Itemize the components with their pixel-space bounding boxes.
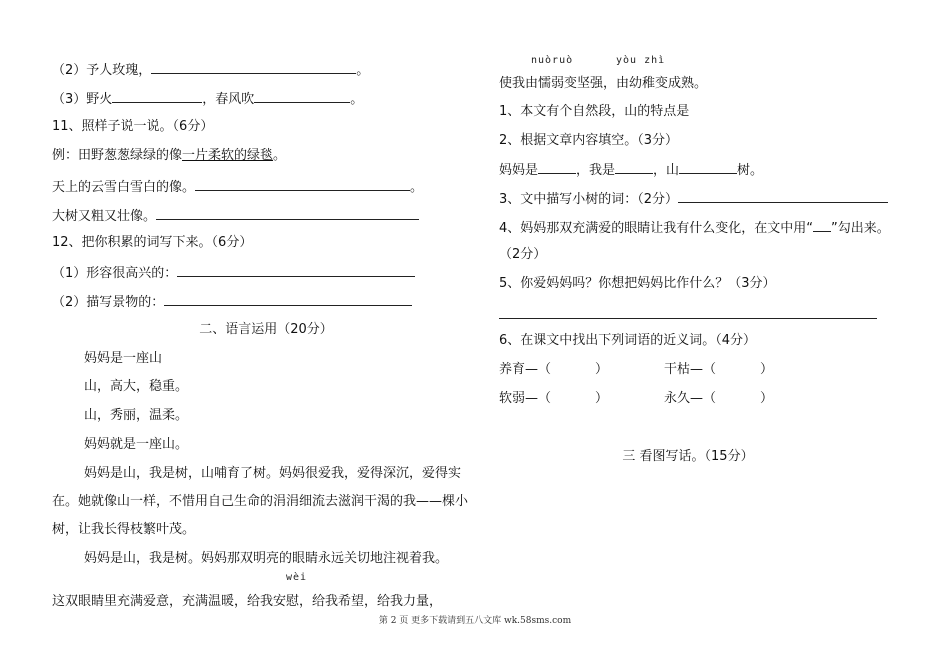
question-10-line-3: （3）野火 ，春风吹 。 <box>52 89 363 109</box>
poem-line-2: 山，高大，稳重。 <box>84 379 189 394</box>
section-2-title: 二、语言运用（20分） <box>199 322 333 337</box>
answer-blank[interactable] <box>151 60 356 74</box>
page-footer: 第 2 页 更多下载请到五八文库 wk.58sms.com <box>378 616 572 626</box>
passage-continuation: 使我由懦弱变坚强，由幼稚变成熟。 <box>499 76 708 91</box>
poem-line-3: 山，秀丽，温柔。 <box>84 408 189 423</box>
answer-blank[interactable] <box>538 160 576 174</box>
question-11-item-2: 大树又粗又壮像。 <box>52 206 419 226</box>
question-5: 5、你爱妈妈吗？你想把妈妈比作什么？（3分） <box>499 276 776 291</box>
pinyin-annotation: nuòruò <box>531 55 574 66</box>
answer-blank[interactable] <box>679 160 737 174</box>
answer-blank[interactable] <box>156 206 419 220</box>
question-4: 4、妈妈那双充满爱的眼睛让我有什么变化，在文中用“ ”勾出来。 <box>499 218 890 238</box>
answer-line[interactable] <box>499 318 877 319</box>
answer-blank[interactable] <box>615 160 653 174</box>
poem-line-1: 妈妈是一座山 <box>84 351 163 366</box>
synonym-item: 永久—（ ） <box>664 391 774 406</box>
question-4-score: （2分） <box>499 247 547 262</box>
synonym-item: 养育—（ ） <box>499 362 609 377</box>
question-6: 6、在课文中找出下列词语的近义词。（4分） <box>499 333 757 348</box>
question-3: 3、文中描写小树的词：（2分） <box>499 189 888 209</box>
answer-blank[interactable] <box>164 292 412 306</box>
passage-paragraph-1: 在。她就像山一样，不惜用自己生命的涓涓细流去滋润干渴的我——棵小 <box>52 494 469 509</box>
answer-blank[interactable] <box>177 263 415 277</box>
question-11-example: 例：田野葱葱绿绿的像一片柔软的绿毯。 <box>52 148 287 163</box>
poem-line-4: 妈妈就是一座山。 <box>84 437 189 452</box>
question-12-item-1: （1）形容很高兴的： <box>52 263 415 283</box>
question-12-item-2: （2）描写景物的： <box>52 292 412 312</box>
answer-blank[interactable] <box>112 89 202 103</box>
question-2-fill: 妈妈是 ，我是 ，山 树。 <box>499 160 763 180</box>
pinyin-annotation: wèi <box>286 572 308 583</box>
passage-paragraph-2: 妈妈是山，我是树。妈妈那双明亮的眼睛永远关切地注视着我。 <box>84 551 449 566</box>
question-1: 1、本文有个自然段，山的特点是 <box>499 104 690 119</box>
question-11-item-1: 天上的云雪白雪白的像。 。 <box>52 177 423 197</box>
section-3-title: 三 看图写话。（15分） <box>622 449 754 464</box>
question-10-line-2: （2）予人玫瑰， 。 <box>52 60 369 80</box>
answer-blank[interactable] <box>254 89 350 103</box>
question-11-heading: 11、照样子说一说。（6分） <box>52 119 214 134</box>
passage-paragraph-1: 妈妈是山，我是树，山哺育了树。妈妈很爱我，爱得深沉，爱得实 <box>84 466 462 481</box>
synonym-item: 干枯—（ ） <box>664 362 774 377</box>
passage-paragraph-3: 这双眼睛里充满爱意，充满温暖，给我安慰，给我希望，给我力量， <box>52 594 443 609</box>
pinyin-annotation: yòu zhì <box>616 55 666 66</box>
answer-blank[interactable] <box>678 189 888 203</box>
answer-blank[interactable] <box>813 218 831 232</box>
answer-blank[interactable] <box>195 177 410 191</box>
synonym-item: 软弱—（ ） <box>499 391 609 406</box>
question-2: 2、根据文章内容填空。（3分） <box>499 133 679 148</box>
passage-paragraph-1: 树，让我长得枝繁叶茂。 <box>52 522 196 537</box>
question-12-heading: 12、把你积累的词写下来。（6分） <box>52 235 253 250</box>
